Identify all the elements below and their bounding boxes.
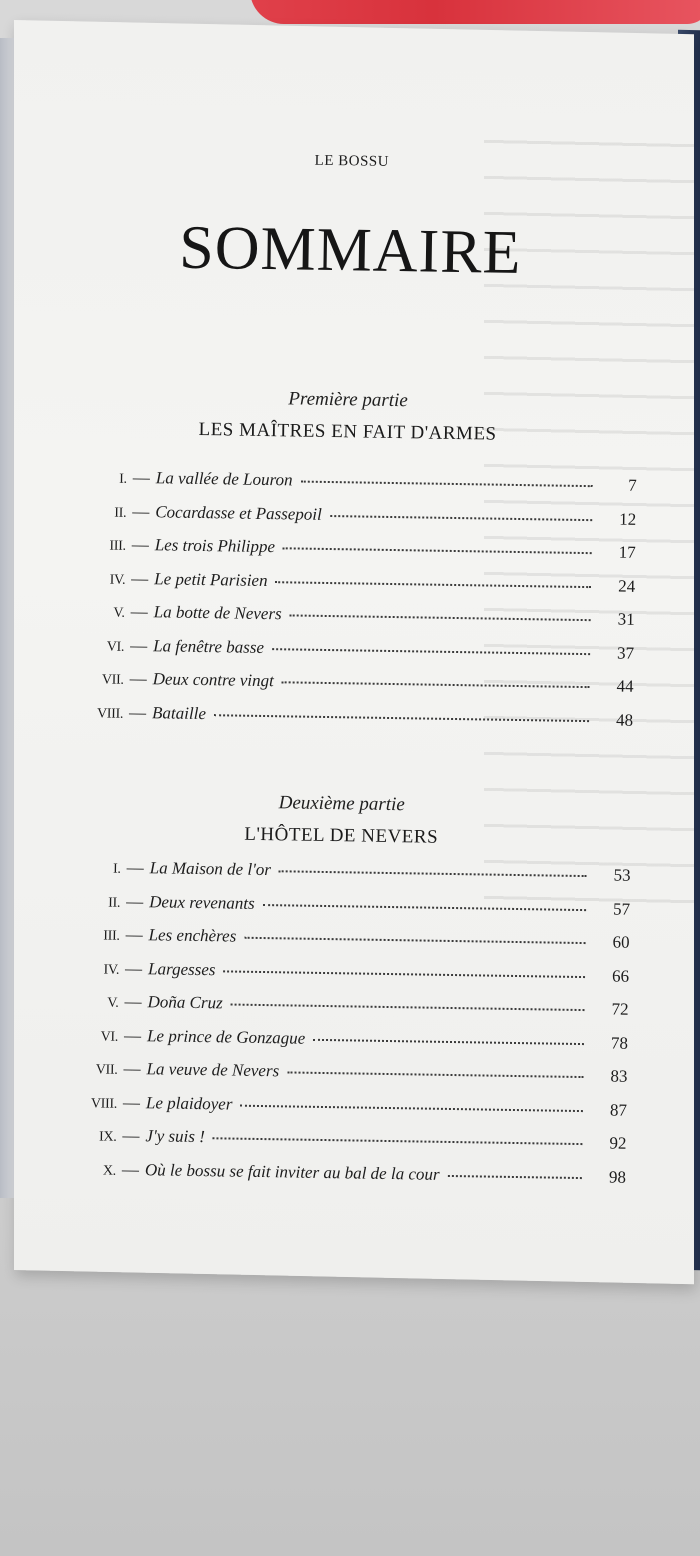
dot-leader xyxy=(330,514,592,521)
page-number: 66 xyxy=(611,966,630,986)
page-number: 72 xyxy=(611,999,629,1019)
chapter-title: Le plaidoyer xyxy=(145,1092,233,1114)
page-number: 17 xyxy=(618,542,636,562)
page-number: 31 xyxy=(617,609,635,629)
book-page xyxy=(14,20,694,1284)
toc-part-2 xyxy=(56,857,631,1201)
part-2-label: Deuxième partie xyxy=(278,792,405,816)
chapter-number: III. xyxy=(109,538,126,554)
entry-dash: — xyxy=(132,467,150,488)
chapter-title: Deux contre vingt xyxy=(152,669,274,691)
dot-leader xyxy=(290,613,591,621)
dot-leader xyxy=(276,580,592,588)
page-number: 12 xyxy=(619,509,637,529)
chapter-number: VI. xyxy=(106,639,125,655)
entry-dash: — xyxy=(126,891,144,911)
chapter-title: Largesses xyxy=(147,958,216,979)
dot-leader xyxy=(279,869,587,877)
entry-dash: — xyxy=(128,702,147,722)
entry-dash: — xyxy=(121,1159,140,1179)
chapter-title: J'y suis ! xyxy=(145,1126,205,1147)
chapter-title: Où le bossu se fait inviter au bal de la cour xyxy=(144,1159,440,1184)
entry-dash: — xyxy=(122,1125,140,1146)
page-number: 24 xyxy=(618,576,636,596)
chapter-number: II. xyxy=(114,505,127,521)
dot-leader xyxy=(214,713,589,722)
chapter-title: Le petit Parisien xyxy=(154,568,268,590)
page-number: 57 xyxy=(612,899,631,919)
dot-leader xyxy=(448,1173,582,1178)
entry-dash: — xyxy=(130,601,148,622)
dot-leader xyxy=(272,647,590,655)
chapter-number: VII. xyxy=(101,672,124,688)
chapter-number: IV. xyxy=(103,962,120,978)
chapter-number: X. xyxy=(102,1163,117,1179)
part-1-title: LES MAÎTRES EN FAIT D'ARMES xyxy=(198,418,497,445)
chapter-title: Deux revenants xyxy=(149,891,255,913)
entry-dash: — xyxy=(123,1025,142,1045)
entry-dash: — xyxy=(124,958,143,978)
entry-dash: — xyxy=(130,635,148,655)
dot-leader xyxy=(231,1003,585,1012)
page-number: 83 xyxy=(610,1066,628,1086)
chapter-title: La fenêtre basse xyxy=(153,635,265,657)
chapter-title: Les enchères xyxy=(148,925,237,946)
chapter-number: IV. xyxy=(109,572,126,588)
page-number: 7 xyxy=(628,475,637,495)
entry-dash: — xyxy=(124,991,142,1012)
red-cloth xyxy=(250,0,700,24)
chapter-number: V. xyxy=(107,995,119,1011)
entry-dash: — xyxy=(131,534,149,555)
chapter-title: Bataille xyxy=(151,702,207,723)
chapter-title: La botte de Nevers xyxy=(153,602,282,624)
chapter-number: VI. xyxy=(100,1028,119,1045)
chapter-title: La veuve de Nevers xyxy=(146,1059,280,1081)
page-number: 53 xyxy=(613,865,631,885)
entry-dash: — xyxy=(123,1058,141,1079)
chapter-title: Doña Cruz xyxy=(147,992,223,1013)
dot-leader xyxy=(301,480,593,488)
dot-leader xyxy=(283,546,592,554)
page-number: 48 xyxy=(615,710,634,730)
dot-leader xyxy=(263,903,586,911)
page-number: 98 xyxy=(608,1166,627,1187)
entry-dash: — xyxy=(125,924,143,945)
chapter-number: III. xyxy=(103,928,120,944)
page-number: 92 xyxy=(609,1133,627,1153)
chapter-number: I. xyxy=(119,471,127,487)
chapter-title: La Maison de l'or xyxy=(149,858,272,880)
page-number: 37 xyxy=(616,643,635,663)
page-number: 87 xyxy=(609,1099,628,1120)
chapter-number: II. xyxy=(108,895,121,911)
chapter-number: I. xyxy=(112,861,121,877)
chapter-number: VII. xyxy=(95,1062,118,1078)
dot-leader xyxy=(287,1070,583,1078)
chapter-number: IX. xyxy=(98,1129,117,1145)
entry-dash: — xyxy=(126,857,144,878)
chapter-number: V. xyxy=(113,605,125,621)
part-2-title: L'HÔTEL DE NEVERS xyxy=(244,823,439,848)
page-number: 78 xyxy=(610,1033,629,1053)
dot-leader xyxy=(244,936,585,944)
page-number: 44 xyxy=(616,676,634,696)
entry-dash: — xyxy=(131,568,149,588)
entry-dash: — xyxy=(129,668,147,689)
chapter-title: La vallée de Louron xyxy=(155,468,293,490)
entry-dash: — xyxy=(132,501,150,521)
dot-leader xyxy=(213,1136,583,1145)
series-title: LE BOSSU xyxy=(314,152,390,170)
chapter-title: Cocardasse et Passepoil xyxy=(155,501,322,524)
chapter-title: Le prince de Gonzague xyxy=(146,1025,306,1048)
chapter-number: VIII. xyxy=(90,1095,118,1112)
dot-leader xyxy=(223,969,585,978)
dot-leader xyxy=(282,680,590,688)
page-title: SOMMAIRE xyxy=(178,213,523,287)
dot-leader xyxy=(240,1103,583,1111)
chapter-number: VIII. xyxy=(96,705,124,722)
entry-dash: — xyxy=(122,1092,141,1112)
dot-leader xyxy=(313,1037,584,1044)
chapter-title: Les trois Philippe xyxy=(154,535,276,557)
part-1-label: Première partie xyxy=(288,388,408,412)
page-number: 60 xyxy=(612,932,630,952)
toc-part-1 xyxy=(63,467,637,744)
